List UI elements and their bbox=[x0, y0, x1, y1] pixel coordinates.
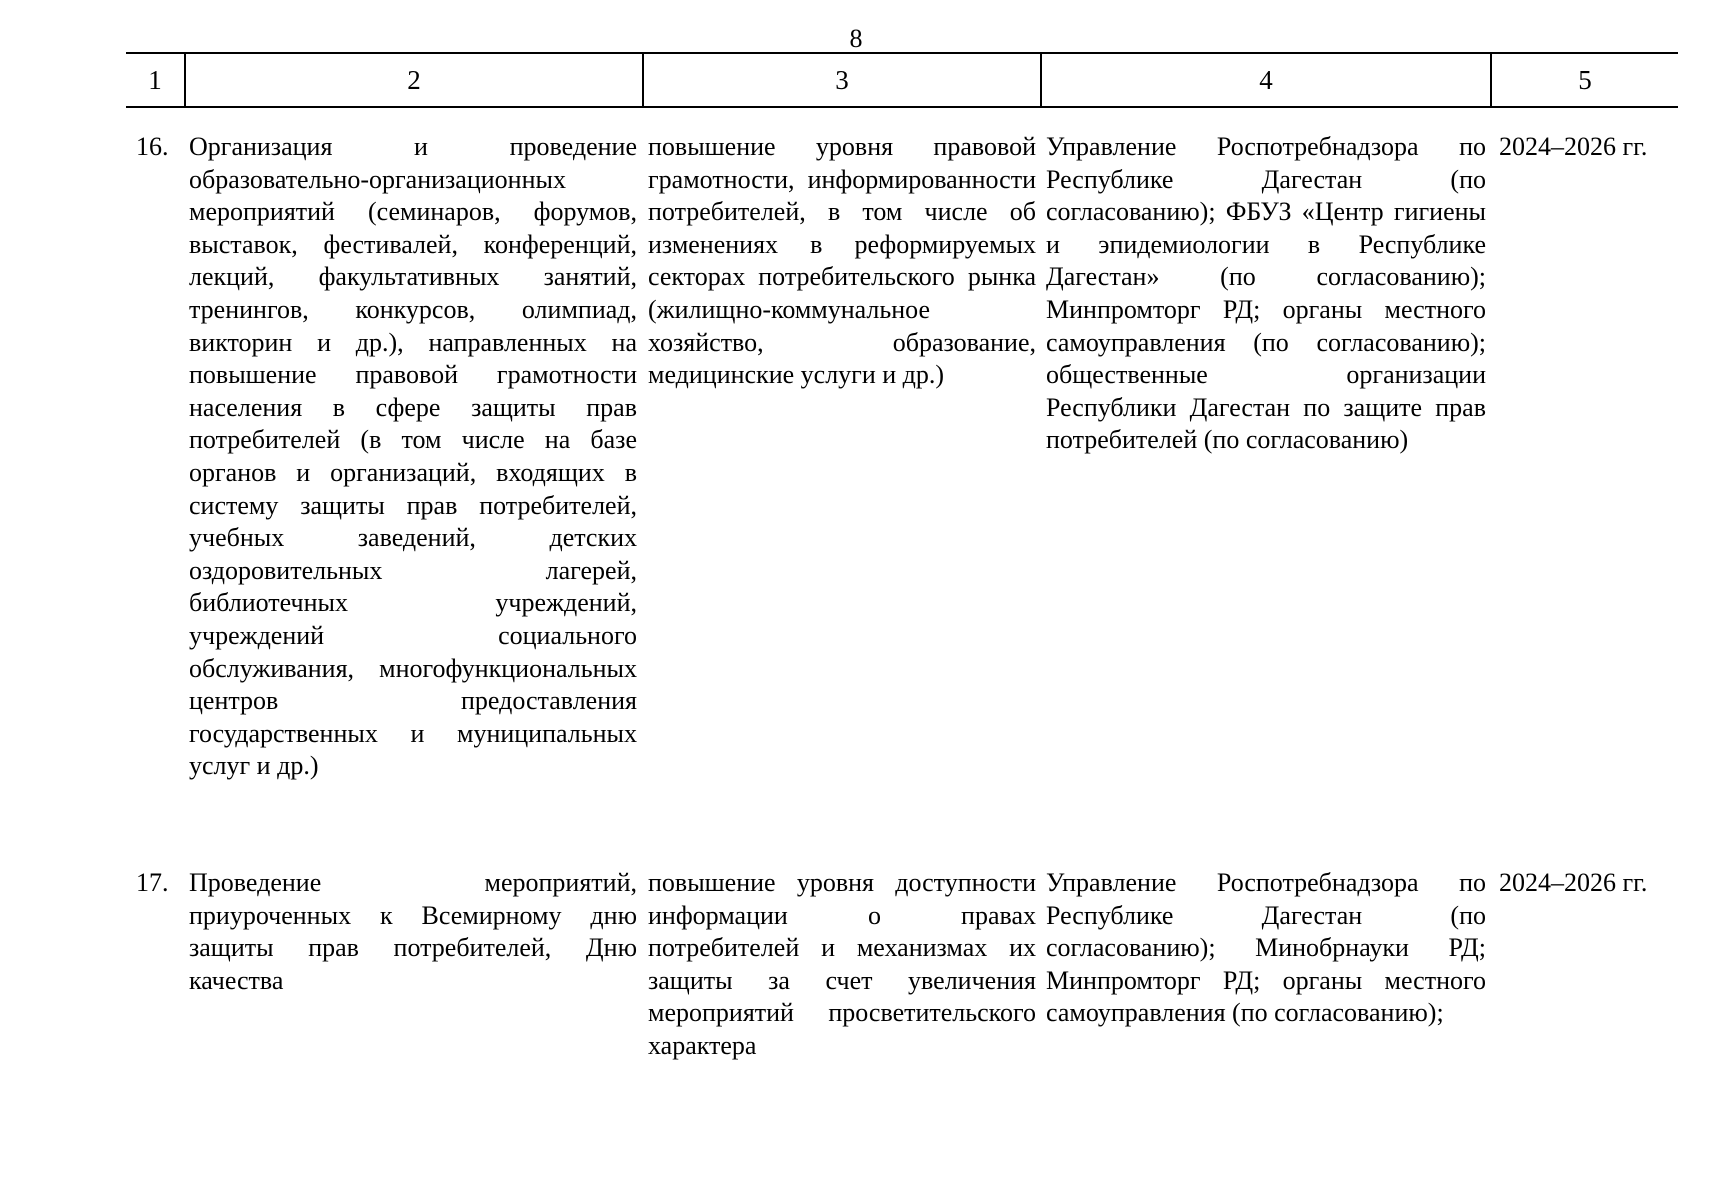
expected-result-text: повышение уровня доступности информации о правах потребителей и механизмах их защиты за счет увеличения мероприятий просветительского характера bbox=[648, 868, 1036, 1060]
measure-text: Проведение мероприятий, приуроченных к Всемирному дню защиты прав потребителей, Дню качества bbox=[189, 868, 637, 995]
executors-text: Управление Роспотребнадзора по Республике Дагестан (по согласованию); ФБУЗ «Центр гигиены и эпидемиологии в Республике Дагестан» (по согласованию); Минпромторг РД; органы местного самоуправления (по согласованию); общественные организации Республики Дагестан по защите прав потребителей (по согласованию) bbox=[1046, 132, 1486, 455]
period-text: 2024–2026 гг. bbox=[1499, 132, 1648, 161]
executors-text: Управление Роспотребнадзора по Республике Дагестан (по согласованию); Минобрнауки РД; Минпромторг РД; органы местного самоуправления (по согласованию); bbox=[1046, 868, 1486, 1028]
row-number: 16. bbox=[136, 132, 169, 161]
expected-result-text: повышение уровня правовой грамотности, информированности потребителей, в том числе об изменениях в реформируемых секторах потребительского рынка (жилищно-коммунальное хозяйство, образование, медицинские услуги и др.) bbox=[648, 132, 1036, 390]
header-cell: 1 bbox=[126, 54, 186, 106]
period-text: 2024–2026 гг. bbox=[1499, 868, 1648, 897]
measure-text: Организация и проведение образовательно-организационных мероприятий (семинаров, форумов, выставок, фестивалей, конференций, лекций, факультативных занятий, тренингов, конкурсов, олимпиад, викторин и др.), направленных на повышение правовой грамотности населения в сфере защиты прав потребителей (в том числе на базе органов и организаций, входящих в систему защиты прав потребителей, учебных заведений, детских оздоровительных лагерей, библиотечных учреждений, учреждений социального обслуживания, многофункциональных центров предоставления государственных и муниципальных услуг и др.) bbox=[189, 132, 637, 781]
header-cell: 4 bbox=[1042, 54, 1492, 106]
header-cell: 5 bbox=[1578, 64, 1592, 95]
header-cell: 3 bbox=[644, 54, 1042, 106]
page-number: 8 bbox=[849, 24, 863, 53]
row-number: 17. bbox=[136, 868, 169, 897]
header-cell: 2 bbox=[186, 54, 644, 106]
table-header bbox=[126, 52, 1678, 108]
